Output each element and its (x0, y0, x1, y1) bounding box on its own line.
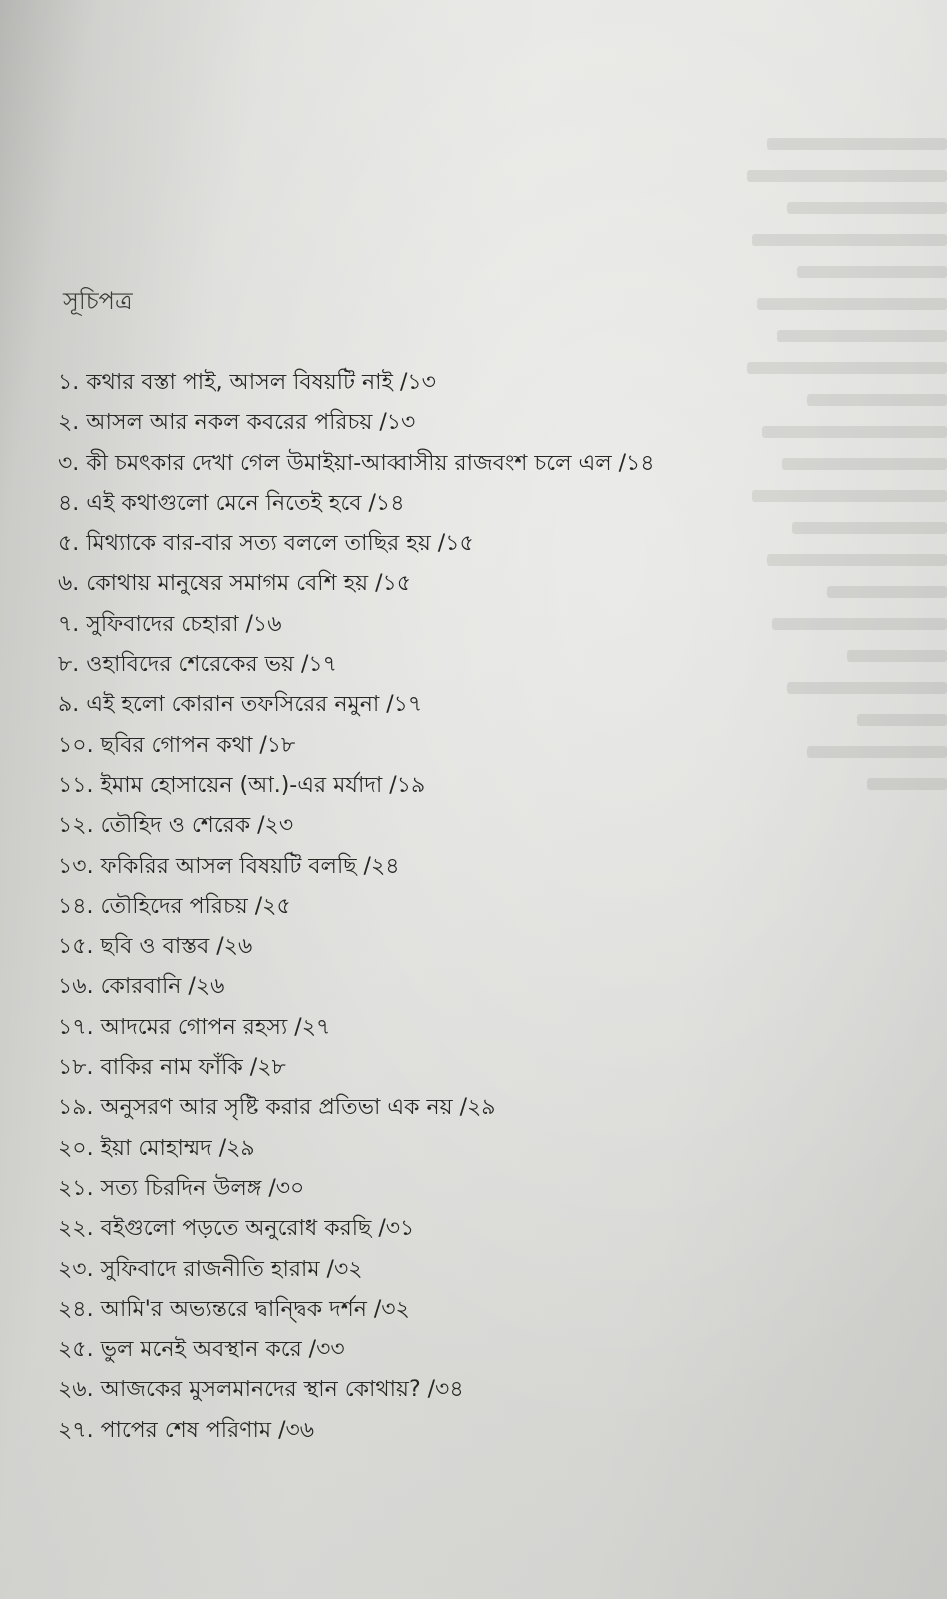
toc-entry: ১৭. আদমের গোপন রহস্য /২৭ (58, 1014, 331, 1040)
toc-entry: ১৮. বাকির নাম ফাঁকি /২৮ (58, 1055, 286, 1081)
toc-entry: ১২. তৌহিদ ও শেরেক /২৩ (58, 813, 294, 839)
toc-entry: ২৩. সুফিবাদে রাজনীতি হারাম /৩২ (58, 1256, 363, 1282)
toc-entry: ১৯. অনুসরণ আর সৃষ্টি করার প্রতিভা এক নয় /২৯ (58, 1095, 496, 1121)
toc-entry: ১৪. তৌহিদের পরিচয় /২৫ (58, 893, 291, 919)
toc-entry: ২. আসল আর নকল কবরের পরিচয় /১৩ (58, 410, 416, 436)
toc-entry: ২০. ইয়া মোহাম্মদ /২৯ (58, 1135, 255, 1161)
toc-entry: ৯. এই হলো কোরান তফসিরের নমুনা /১৭ (58, 692, 423, 718)
toc-entry: ৬. কোথায় মানুষের সমাগম বেশি হয় /১৫ (58, 571, 412, 597)
toc-entry: ৭. সুফিবাদের চেহারা /১৬ (58, 611, 282, 637)
toc-heading: সূচিপত্র (63, 287, 133, 315)
toc-entry: ২১. সত্য চিরদিন উলঙ্গ /৩০ (58, 1175, 305, 1201)
toc-entry: ২২. বইগুলো পড়তে অনুরোধ করছি /৩১ (58, 1216, 415, 1242)
toc-entry: ৪. এই কথাগুলো মেনে নিতেই হবে /১৪ (58, 490, 405, 516)
table-of-contents (58, 363, 848, 1451)
toc-entry: ৮. ওহাবিদের শেরেকের ভয় /১৭ (58, 652, 337, 678)
toc-entry: ১৫. ছবি ও বাস্তব /২৬ (58, 934, 253, 960)
toc-entry: ১. কথার বস্তা পাই, আসল বিষয়টি নাই /১৩ (58, 370, 436, 395)
toc-entry: ১১. ইমাম হোসায়েন (আ.)-এর মর্যাদা /১৯ (58, 772, 426, 798)
toc-entry: ৫. মিথ্যাকে বার-বার সত্য বললে তাছির হয় /১৫ (58, 531, 474, 557)
toc-entry: ১৬. কোরবানি /২৬ (58, 974, 225, 1000)
toc-entry: ১৩. ফকিরির আসল বিষয়টি বলছি /২৪ (58, 853, 400, 879)
toc-entry: ২৬. আজকের মুসলমানদের স্থান কোথায়? /৩৪ (58, 1377, 464, 1403)
toc-entry: ২৪. আমি'র অভ্যন্তরে দ্বান্দ্বিক দর্শন /৩২ (58, 1296, 410, 1322)
toc-entry: ২৭. পাপের শেষ পরিণাম /৩৬ (58, 1417, 315, 1443)
toc-entry: ৩. কী চমৎকার দেখা গেল উমাইয়া-আব্বাসীয় রাজবংশ চলে এল /১৪ (58, 450, 655, 476)
toc-entry: ২৫. ভুল মনেই অবস্থান করে /৩৩ (58, 1337, 345, 1363)
toc-entry: ১০. ছবির গোপন কথা /১৮ (58, 732, 296, 758)
